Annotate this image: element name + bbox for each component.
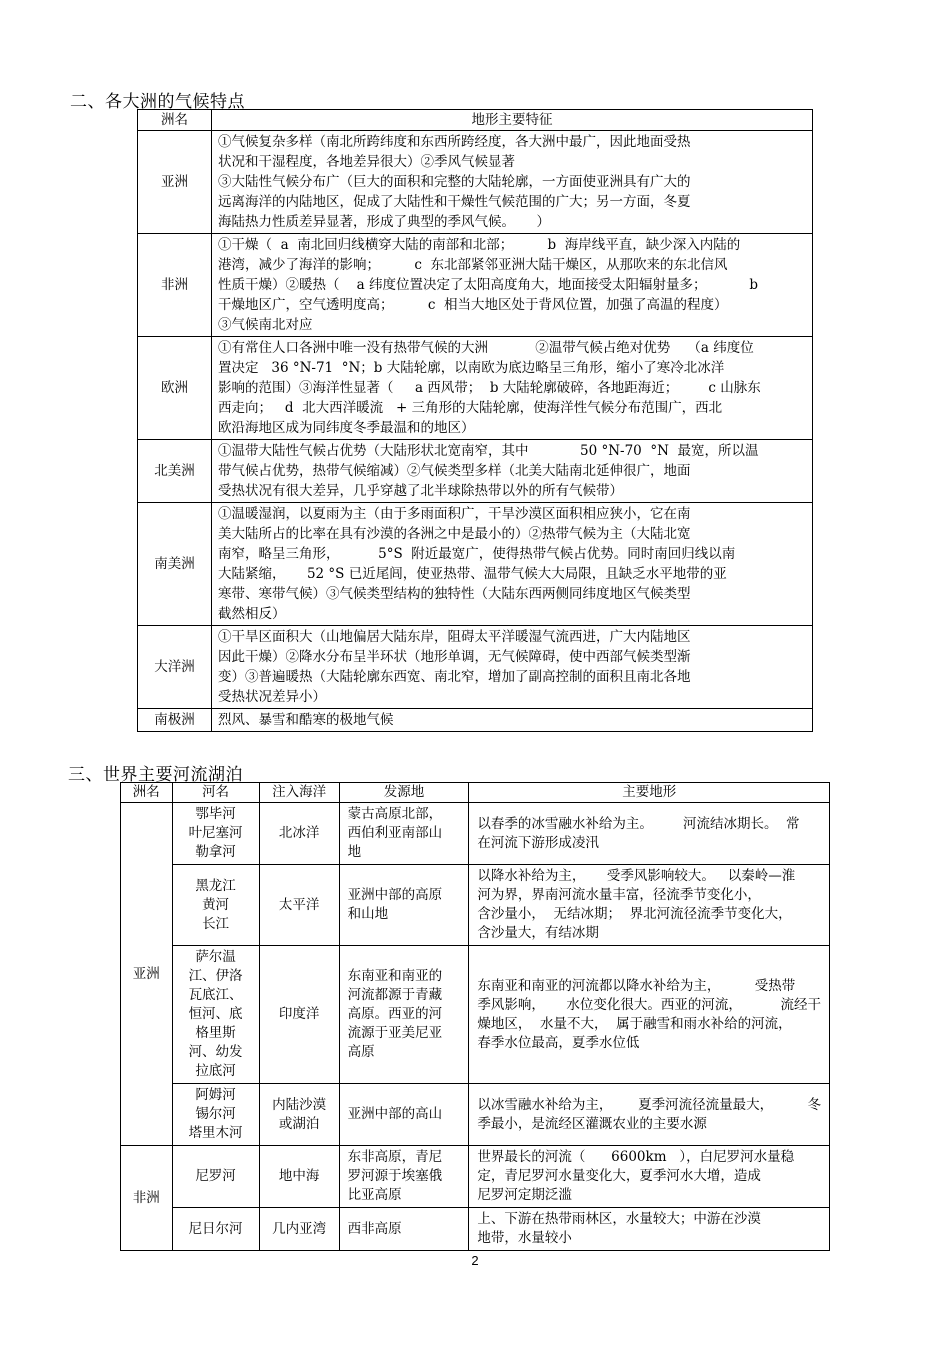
text-line: 锡尔河 [195,1106,236,1122]
text-line: 春季水位最高，夏季水位低 [477,1034,640,1051]
text-line: 以冰雪融水补给为主， 夏季河流径流量最大， 冬 [477,1096,821,1113]
text-line: 南窄，略呈三角形， 5°S 附近最宽广，使得热带气候占优势。同时南回归线以南 [218,546,736,562]
river-terrain [469,1084,830,1146]
river-name [172,803,259,865]
text-line: 季最小，是流经区灌溉农业的主要水源 [477,1115,707,1132]
text-line: 阿姆河 [195,1087,236,1103]
text-line: 恒河、底 [188,1006,243,1022]
text-line: ①温暖湿润，以夏雨为主（由于多雨面积广，干旱沙漠区面积相应狭小，它在南 [218,506,691,522]
text-line: ①气候复杂多样（南北所跨纬度和东西所跨经度，各大洲中最广，因此地面受热 [218,134,691,150]
text-line: 河、幼发 [188,1044,243,1060]
continent-name: 大洋洲 [138,626,212,709]
table-row [121,803,830,865]
text-line: 黄河 [202,896,230,913]
text-line: 海陆热力性质差异显著，形成了典型的季风气候。 ） [218,214,550,230]
section2-heading: 二、各大洲的气候特点 [70,92,245,112]
text-line: 性质干燥）②暖热（ a 纬度位置决定了太阳高度角大，地面接受太阳辐射量多； b [218,277,759,293]
river-source [339,1208,469,1251]
text-line: 比亚高原 [347,1187,402,1203]
river-terrain [469,865,830,946]
col-continent-header: 洲名 [138,110,212,131]
text-line: 尼日尔河 [188,1220,243,1237]
text-line: 东非高原，青尼 [347,1149,443,1165]
text-line: 流源于亚美尼亚 [347,1025,443,1041]
continent-name: 亚洲 [121,803,173,1146]
text-line: 亚洲中部的高原 [347,887,443,903]
climate-description [212,626,813,709]
ocean-name: 印度洋 [259,946,339,1084]
text-line: 影响的范围）③海洋性显著（ a 西风带； b 大陆轮廓破碎，各地距海近； c 山脉东 [218,380,761,396]
text-line: 以降水补给为主， 受季风影响较大。 以秦岭—淮 [477,868,796,884]
text-line: 受热状况差异小） [218,689,326,705]
continent-name: 南极洲 [138,709,212,732]
table-row [138,234,813,337]
table-row [138,337,813,440]
text-line: 世界最长的河流（ 6600km ），白尼罗河水量稳 [477,1149,795,1165]
ocean-name: 地中海 [259,1146,339,1208]
ocean-name: 太平洋 [259,865,339,946]
text-line: 干燥地区广，空气透明度高； c 相当大地区处于背风位置，加强了高温的程度） [218,297,728,313]
text-line: 亚洲中部的高山 [347,1106,443,1122]
text-line: ①有常住人口各洲中唯一没有热带气候的大洲 ②温带气候占绝对优势 （a 纬度位 [218,340,754,356]
river-source [339,803,469,865]
text-line: ③大陆性气候分布广（巨大的面积和完整的大陆轮廓，一方面使亚洲具有广大的 [218,174,691,190]
text-line: 西走向； d 北大西洋暖流 + 三角形的大陆轮廓，使海洋性气候分布范围广，西北 [218,400,723,416]
table-row [138,131,813,234]
table-row [121,946,830,1084]
text-line: 燥地区， 水量不大， 属于融雪和雨水补给的河流， [477,1015,792,1032]
text-line: 变）③普遍暖热（大陆轮廓东西宽、南北窄，增加了副高控制的面积且南北各地 [218,669,691,685]
col-river-header: 河名 [172,783,259,803]
text-line: 带气候占优势，热带气候缩减）②气候类型多样（北美大陆南北延伸很广，地面 [218,463,691,479]
text-line: 定，青尼罗河水量变化大，夏季河水大增，造成 [477,1168,761,1184]
climate-description [212,234,813,337]
text-line: ①温带大陆性气候占优势（大陆形状北宽南窄，其中 50 °N-70 °N 最宽，所以温 [218,443,759,459]
col-source-header: 发源地 [339,783,469,803]
text-line: 东南亚和南亚的河流都以降水补给为主， 受热带 [477,977,796,994]
text-line: 内陆沙漠 [272,1096,327,1113]
continent-name: 北美洲 [138,440,212,503]
river-name [172,1084,259,1146]
text-line: ①干旱区面积大（山地偏居大陆东岸，阻碍太平洋暖湿气流西进，广大内陆地区 [218,629,691,645]
text-line: 罗河源于埃塞俄 [347,1168,443,1184]
continent-name: 非洲 [138,234,212,337]
text-line: 受热状况有很大差异，几乎穿越了北半球除热带以外的所有气候带） [218,483,623,499]
text-line: 萨尔温 [195,949,236,965]
text-line: 以春季的冰雪融水补给为主。 河流结冰期长。 常 [477,815,800,832]
river-name [172,946,259,1084]
text-line: 长江 [202,915,230,932]
text-line: 或湖泊 [278,1115,320,1132]
section3-heading: 三、世界主要河流湖泊 [68,765,243,785]
river-source [339,1146,469,1208]
text-line: 季风影响， 水位变化很大。西亚的河流， 流经干 [477,996,821,1013]
text-line: 和山地 [347,906,389,922]
text-line: 置决定 36 °N-71 °N；b 大陆轮廓，以南欧为底边略呈三角形，缩小了寒冷北冰洋 [218,360,725,376]
continent-name: 南美洲 [138,503,212,626]
text-line: 蒙古高原北部， [347,806,443,822]
text-line: 东南亚和南亚的 [347,968,443,984]
ocean-name [259,1084,339,1146]
continent-name: 欧洲 [138,337,212,440]
text-line: 含沙量小， 无结冰期； 界北河流径流季节变化大， [477,906,792,922]
river-terrain [469,803,830,865]
climate-table [137,109,813,732]
text-line: 因此干燥）②降水分布呈半环状（地形单调，无气候障碍，使中西部气候类型渐 [218,649,691,665]
text-line: 高原。西亚的河 [347,1006,443,1022]
table-row [138,626,813,709]
page-number: 2 [471,1253,479,1268]
table-row [138,503,813,626]
text-line: 瓦底江、 [188,987,243,1003]
text-line: 鄂毕河 [195,806,236,822]
table-row [121,1084,830,1146]
text-line: 尼罗河 [195,1168,236,1184]
continent-name: 非洲 [121,1146,173,1251]
col-continent-header: 洲名 [121,783,173,803]
river-name [172,1208,259,1251]
table-row [121,1208,830,1251]
climate-description [212,503,813,626]
text-line: 尼罗河定期泛滥 [477,1187,572,1203]
river-terrain [469,1208,830,1251]
text-line: 大陆紧缩， 52 °S 已近尾闾，使亚热带、温带气候大大局限，且缺乏水平地带的亚 [218,566,727,582]
text-line: ③气候南北对应 [218,317,313,333]
text-line: 在河流下游形成凌汛 [477,834,599,851]
text-line: 河为界，界南河流水量丰富，径流季节变化小， [477,887,761,903]
ocean-name: 几内亚湾 [259,1208,339,1251]
river-source [339,1084,469,1146]
text-line: 高原 [347,1044,375,1060]
text-line: 河流都源于青藏 [347,987,443,1003]
table-header-row [121,783,830,803]
text-line: 美大陆所占的比率在具有沙漠的各洲之中是最小的）②热带气候为主（大陆北宽 [218,526,691,542]
climate-description [212,337,813,440]
climate-description [212,440,813,503]
text-line: ①干燥（ a 南北回归线横穿大陆的南部和北部； b 海岸线平直，缺少深入内陆的 [218,237,741,253]
text-line: 状况和干湿程度，各地差异很大）②季风气候显著 [218,154,515,170]
climate-description [212,131,813,234]
text-line: 格里斯 [195,1025,236,1041]
text-line: 地 [347,844,362,860]
text-line: 欧沿海地区成为同纬度冬季最温和的地区） [218,420,475,436]
text-line: 寒带、寒带气候）③气候类型结构的独特性（大陆东西两侧同纬度地区气候类型 [218,586,691,602]
river-terrain [469,1146,830,1208]
climate-description [212,709,813,732]
col-terrain-header: 主要地形 [469,783,830,803]
river-source [339,865,469,946]
text-line: 西非高原 [347,1220,402,1237]
ocean-name: 北冰洋 [259,803,339,865]
text-line: 地带，水量较小 [477,1230,572,1246]
text-line: 西伯利亚南部山 [347,825,443,841]
text-line: 烈风、暴雪和酷寒的极地气候 [218,712,394,728]
rivers-table [120,782,830,1251]
text-line: 拉底河 [195,1063,236,1079]
text-line: 远离海洋的内陆地区，促成了大陆性和干燥性气候范围的广大；另一方面，冬夏 [218,194,691,210]
text-line: 含沙量大，有结冰期 [477,925,599,941]
text-line: 黑龙江 [195,877,236,894]
text-line: 截然相反） [218,606,286,622]
col-ocean-header: 注入海洋 [259,783,339,803]
river-name [172,865,259,946]
text-line: 江、伊洛 [188,968,243,984]
col-feature-header: 地形主要特征 [212,110,813,131]
text-line: 勒拿河 [195,844,236,860]
table-row [121,1146,830,1208]
table-header-row [138,110,813,131]
table-row [138,440,813,503]
text-line: 上、下游在热带雨林区，水量较大；中游在沙漠 [477,1211,761,1227]
river-terrain [469,946,830,1084]
text-line: 港湾，减少了海洋的影响； c 东北部紧邻亚洲大陆干燥区，从那吹来的东北信风 [218,257,728,273]
river-name [172,1146,259,1208]
table-row [138,709,813,732]
continent-name: 亚洲 [138,131,212,234]
river-source [339,946,469,1084]
text-line: 塔里木河 [188,1125,243,1141]
table-row [121,865,830,946]
text-line: 叶尼塞河 [188,825,243,841]
